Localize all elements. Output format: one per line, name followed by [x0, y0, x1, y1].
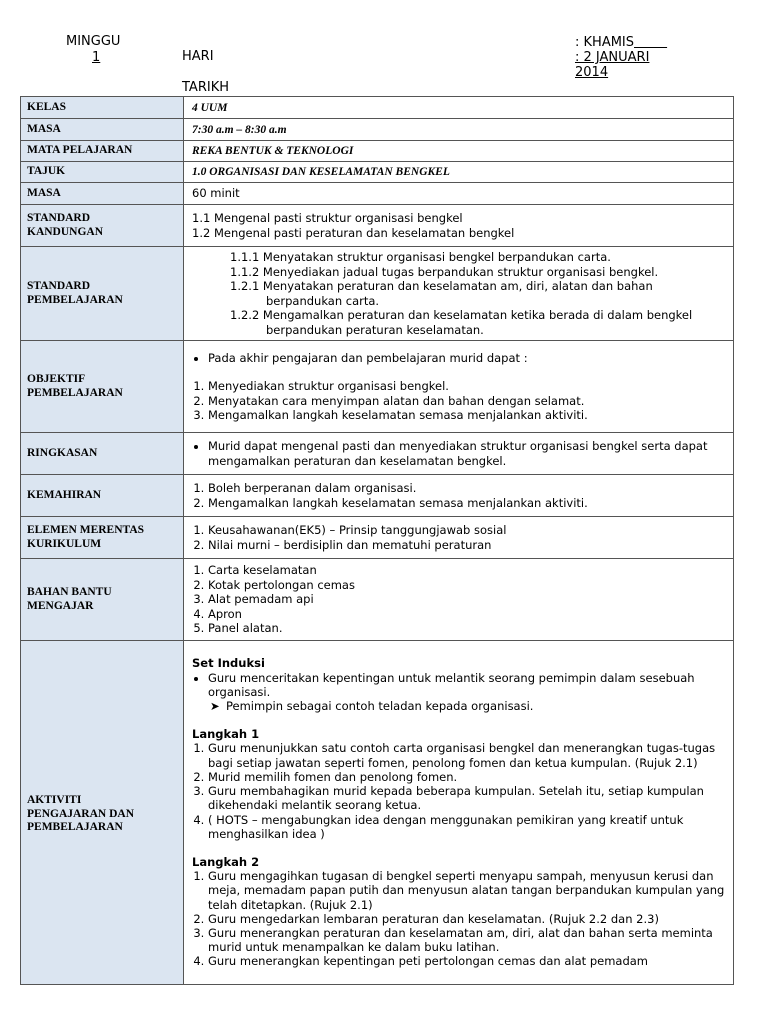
- langkah-2-item: 1. Guru mengagihkan tugasan di bengkel seperti menyapu sampah, menyusun kerusi dan meja, memadam papan putih dan menyusun alatan tangan berpandukan kumpulan yang telah ditetapkan. (Rujuk 2.1): [208, 869, 727, 912]
- langkah-1-item: 2. Murid memilih fomen dan penolong fomen.: [208, 770, 727, 784]
- kemahiran-item: 1. Boleh berperanan dalam organisasi.: [208, 481, 727, 496]
- langkah-1-title: Langkah 1: [192, 727, 260, 742]
- objektif-item: 1. Menyediakan struktur organisasi bengkel.: [208, 379, 727, 394]
- label-masa: MASA: [21, 119, 184, 141]
- label-ringkasan: RINGKASAN: [21, 433, 184, 475]
- objektif-intro: • Pada akhir pengajaran dan pembelajaran murid dapat :: [208, 351, 727, 366]
- emk-item: 1. Keusahawanan(EK5) – Prinsip tanggungjawab sosial: [208, 523, 727, 538]
- objektif-item: 2. Menyatakan cara menyimpan alatan dan bahan dengan selamat.: [208, 394, 727, 409]
- value-kelas: 4 UUM: [184, 97, 734, 119]
- row-objektif: [21, 341, 734, 433]
- value-masa: 7:30 a.m – 8:30 a.m: [184, 119, 734, 141]
- row-masa: [21, 119, 734, 141]
- row-standard-pembelajaran: [21, 247, 734, 341]
- label-standard-pembelajaran: STANDARD PEMBELAJARAN: [21, 247, 184, 341]
- arrow-bullet-icon: ➤: [210, 699, 220, 714]
- row-kelas: [21, 97, 734, 119]
- langkah-2-item: 3. Guru menerangkan peraturan dan keselamatan am, diri, alat dan bahan serta meminta murid untuk menampalkan ke dalam buku latihan.: [208, 926, 727, 954]
- objektif-item: 3. Mengamalkan langkah keselamatan semasa menjalankan aktiviti.: [208, 408, 727, 423]
- tarikh-value: : 2 JANUARI: [575, 50, 650, 65]
- bbm-item: 1. Carta keselamatan: [208, 563, 727, 578]
- row-tajuk: [21, 162, 734, 183]
- tarikh-label: TARIKH: [182, 80, 229, 95]
- value-tajuk: 1.0 ORGANISASI DAN KESELAMATAN BENGKEL: [184, 162, 734, 183]
- set-induksi-subitem: ➤ Pemimpin sebagai contoh teladan kepada organisasi.: [210, 699, 534, 714]
- label-standard-kandungan: STANDARD KANDUNGAN: [21, 205, 184, 247]
- sp-item: 1.1.1 Menyatakan struktur organisasi bengkel berpandukan carta.: [230, 250, 611, 264]
- sp-item: 1.2.2 Mengamalkan peraturan dan keselamatan ketika berada di dalam bengkel berpandukan peraturan keselamatan.: [230, 308, 693, 337]
- value-masa-minit: 60 minit: [184, 183, 734, 205]
- bbm-item: 4. Apron: [208, 607, 727, 622]
- label-masa-minit: MASA: [21, 183, 184, 205]
- bbm-item: 3. Alat pemadam api: [208, 592, 727, 607]
- langkah-1-item: 3. Guru membahagikan murid kepada beberapa kumpulan. Setelah itu, setiap kumpulan dikehendaki melantik seorang ketua.: [208, 784, 727, 812]
- label-emk: ELEMEN MERENTAS KURIKULUM: [21, 517, 184, 559]
- row-masa-minit: [21, 183, 734, 205]
- langkah-1-item: 4. ( HOTS – mengabungkan idea dengan menggunakan pemikiran yang kreatif untuk menghasilkan idea ): [208, 813, 727, 841]
- label-aktiviti: AKTIVITI PENGAJARAN DAN PEMBELAJARAN: [21, 641, 184, 985]
- label-kelas: KELAS: [21, 97, 184, 119]
- langkah-1-item: 1. Guru menunjukkan satu contoh carta organisasi bengkel dan menerangkan tugas-tugas bagi setiap jawatan seperti fomen, penolong fomen dan ketua kumpulan. (Rujuk 2.1): [208, 741, 727, 769]
- value-standard-pembelajaran: [184, 247, 734, 341]
- value-standard-kandungan: [184, 205, 734, 247]
- bbm-item: 2. Kotak pertolongan cemas: [208, 578, 727, 593]
- row-kemahiran: [21, 475, 734, 517]
- value-kemahiran: [184, 475, 734, 517]
- bbm-item: 5. Panel alatan.: [208, 621, 727, 636]
- row-standard-kandungan: [21, 205, 734, 247]
- set-induksi-item: • Guru menceritakan kepentingan untuk melantik seorang pemimpin dalam sesebuah organisasi.: [208, 671, 727, 699]
- value-emk: [184, 517, 734, 559]
- emk-item: 2. Nilai murni – berdisiplin dan mematuhi peraturan: [208, 538, 727, 553]
- value-aktiviti: [184, 641, 734, 985]
- value-bbm: [184, 559, 734, 641]
- sk-item: 1.2 Mengenal pasti peraturan dan keselamatan bengkel: [192, 225, 515, 240]
- row-aktiviti: [21, 641, 734, 985]
- hari-label: HARI: [182, 49, 214, 64]
- hari-value: : KHAMIS: [575, 35, 635, 50]
- label-bbm: BAHAN BANTU MENGAJAR: [21, 559, 184, 641]
- label-mata-pelajaran: MATA PELAJARAN: [21, 141, 184, 162]
- langkah-2-title: Langkah 2: [192, 854, 260, 869]
- row-bbm: [21, 559, 734, 641]
- langkah-2-item: 4. Guru menerangkan kepentingan peti pertolongan cemas dan alat pemadam: [208, 954, 727, 968]
- row-mata-pelajaran: [21, 141, 734, 162]
- sp-item: 1.1.2 Menyediakan jadual tugas berpandukan struktur organisasi bengkel.: [230, 264, 659, 279]
- row-emk: [21, 517, 734, 559]
- row-ringkasan: [21, 433, 734, 475]
- minggu-label: MINGGU: [66, 34, 121, 49]
- label-objektif: OBJEKTIF PEMBELAJARAN: [21, 341, 184, 433]
- lesson-plan-table: [20, 96, 734, 985]
- sk-item: 1.1 Mengenal pasti struktur organisasi bengkel: [192, 211, 463, 225]
- minggu-value: 1: [92, 50, 101, 65]
- label-kemahiran: KEMAHIRAN: [21, 475, 184, 517]
- set-induksi-title: Set Induksi: [192, 656, 265, 671]
- value-mata-pelajaran: REKA BENTUK & TEKNOLOGI: [184, 141, 734, 162]
- tarikh-year: 2014: [575, 65, 609, 80]
- sp-item: 1.2.1 Menyatakan peraturan dan keselamatan am, diri, alatan dan bahan berpandukan carta.: [230, 279, 653, 308]
- label-tajuk: TAJUK: [21, 162, 184, 183]
- langkah-2-item: 2. Guru mengedarkan lembaran peraturan dan keselamatan. (Rujuk 2.2 dan 2.3): [208, 912, 727, 926]
- kemahiran-item: 2. Mengamalkan langkah keselamatan semasa menjalankan aktiviti.: [208, 496, 727, 511]
- value-objektif: [184, 341, 734, 433]
- value-ringkasan: • Murid dapat mengenal pasti dan menyediakan struktur organisasi bengkel serta dapat mengamalkan peraturan dan keselamatan bengkel.: [184, 433, 734, 475]
